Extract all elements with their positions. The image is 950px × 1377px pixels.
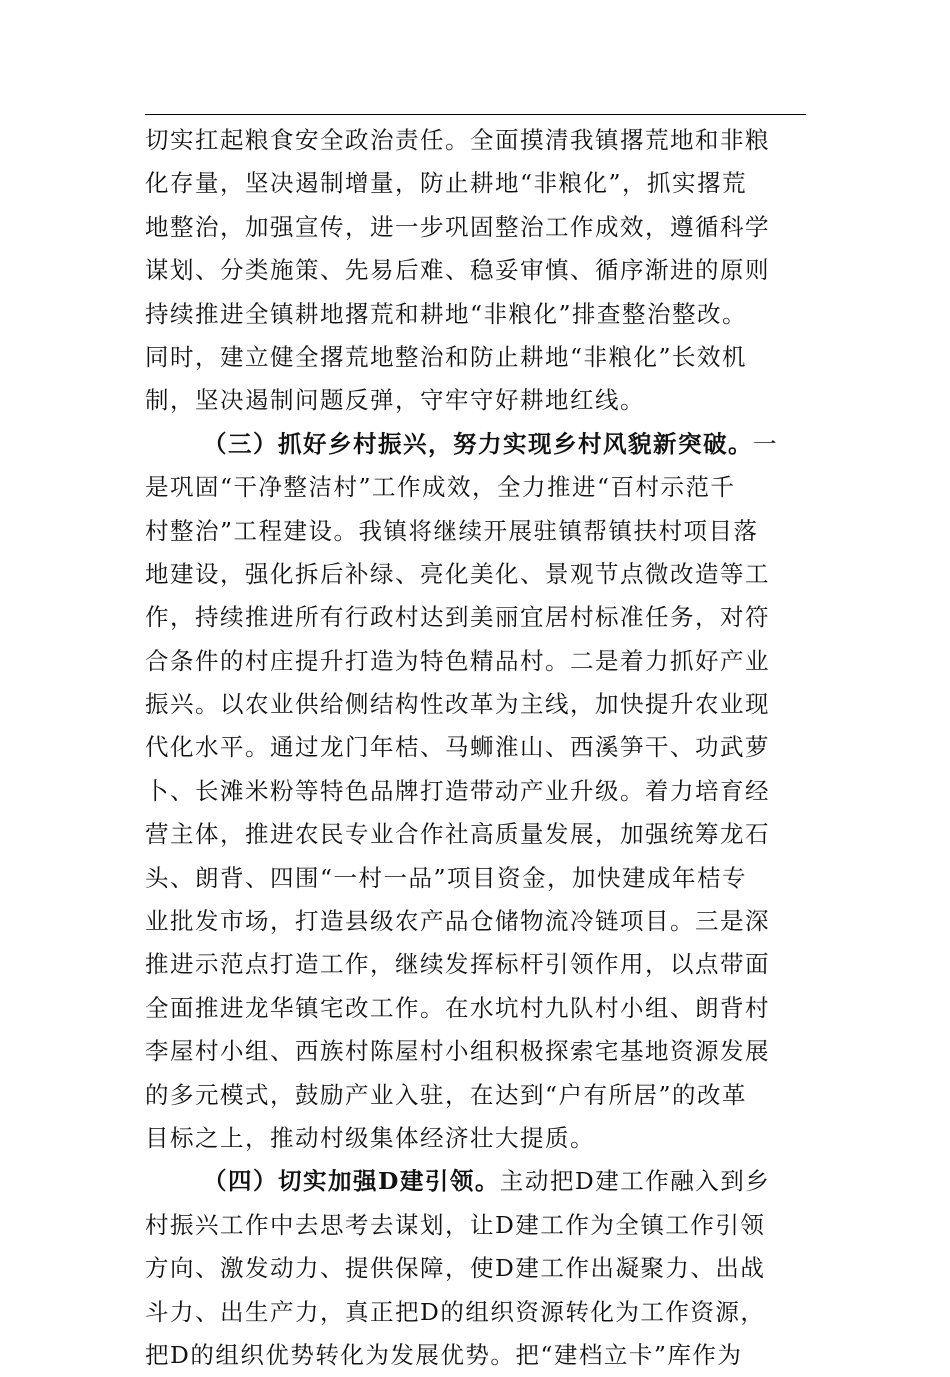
line-text: 斗力、出生产力，真正把D的组织资源转化为工作资源， (145, 1297, 766, 1326)
text-line (145, 1074, 810, 1117)
text-line (145, 162, 810, 205)
text-line (145, 900, 810, 943)
text-line (145, 1117, 810, 1160)
line-text: 村振兴工作中去思考去谋划，让D建工作为全镇工作引领 (145, 1210, 766, 1239)
section-heading: （三）抓好乡村振兴，努力实现乡村风貌新突破。 (203, 429, 753, 458)
text-line (145, 1247, 810, 1290)
text-line (145, 943, 810, 986)
text-line (145, 813, 810, 856)
line-text: 李屋村小组、西族村陈屋村小组积极探索宅基地资源发展 (145, 1037, 770, 1066)
line-text: 营主体，推进农民专业合作社高质量发展，加强统筹龙石 (145, 820, 770, 849)
line-text: 业批发市场，打造县级农产品仓储物流冷链项目。三是深 (145, 907, 770, 936)
line-text: 化存量，坚决遏制增量，防止耕地“非粮化”，抓实撂荒 (145, 169, 748, 198)
line-text: 制，坚决遏制问题反弹，守牢守好耕地红线。 (145, 386, 645, 415)
line-text: 全面推进龙华镇宅改工作。在水坑村九队村小组、朗背村 (145, 993, 770, 1022)
text-line (145, 293, 810, 336)
text-line (145, 336, 810, 379)
line-text: 是巩固“干净整洁村”工作成效，全力推进“百村示范千 (145, 473, 736, 502)
text-line (145, 423, 810, 466)
line-text: 振兴。以农业供给侧结构性改革为主线，加快提升农业现 (145, 690, 770, 719)
body-text (145, 119, 810, 1377)
text-line (145, 1030, 810, 1073)
text-line (145, 1204, 810, 1247)
line-text: 地整治，加强宣传，进一步巩固整治工作成效，遵循科学 (145, 212, 770, 241)
line-text: 同时，建立健全撂荒地整治和防止耕地“非粮化”长效机 (145, 342, 748, 371)
line-text: 村整治”工程建设。我镇将继续开展驻镇帮镇扶村项目落 (145, 516, 759, 545)
line-text: 把D的组织优势转化为发展优势。把“建档立卡”库作为 (145, 1340, 743, 1369)
line-text: 推进示范点打造工作，继续发挥标杆引领作用，以点带面 (145, 950, 770, 979)
text-line (145, 466, 810, 509)
text-line (145, 1334, 810, 1377)
line-text: 一 (753, 429, 778, 458)
line-text: 方向、激发动力、提供保障，使D建工作出凝聚力、出战 (145, 1254, 766, 1283)
text-line (145, 1291, 810, 1334)
text-line (145, 510, 810, 553)
line-text: 持续推进全镇耕地撂荒和耕地“非粮化”排查整治整改。 (145, 299, 748, 328)
line-text: 卜、长滩米粉等特色品牌打造带动产业升级。着力培育经 (145, 776, 770, 805)
line-text: 主动把D建工作融入到乡 (499, 1167, 771, 1196)
line-text: 头、朗背、四围“一村一品”项目资金，加快建成年桔专 (145, 863, 748, 892)
text-line (145, 857, 810, 900)
text-line (145, 640, 810, 683)
text-line (145, 379, 810, 422)
text-line (145, 683, 810, 726)
text-line (145, 553, 810, 596)
line-text: 的多元模式，鼓励产业入驻，在达到“户有所居”的改革 (145, 1080, 748, 1109)
line-text: 切实扛起粮食安全政治责任。全面摸清我镇撂荒地和非粮 (145, 126, 770, 154)
line-text: 作，持续推进所有行政村达到美丽宜居村标准任务，对符 (145, 603, 770, 632)
line-text: 目标之上，推动村级集体经济壮大提质。 (145, 1123, 595, 1152)
line-text: 地建设，强化拆后补绿、亮化美化、景观节点微改造等工 (145, 559, 770, 588)
text-line (145, 249, 810, 292)
line-text: 代化水平。通过龙门年桔、马蛳淮山、西溪笋干、功武萝 (145, 733, 770, 762)
line-text: 合条件的村庄提升打造为特色精品村。二是着力抓好产业 (145, 646, 770, 675)
text-line (145, 119, 810, 162)
text-line (145, 206, 810, 249)
line-text: 谋划、分类施策、先易后难、稳妥审慎、循序渐进的原则 (145, 256, 770, 285)
text-line (145, 987, 810, 1030)
section-heading: （四）切实加强D建引领。 (203, 1167, 500, 1196)
text-line (145, 770, 810, 813)
text-line (145, 596, 810, 639)
text-line (145, 1160, 810, 1203)
header-rule (145, 114, 806, 115)
text-line (145, 726, 810, 769)
